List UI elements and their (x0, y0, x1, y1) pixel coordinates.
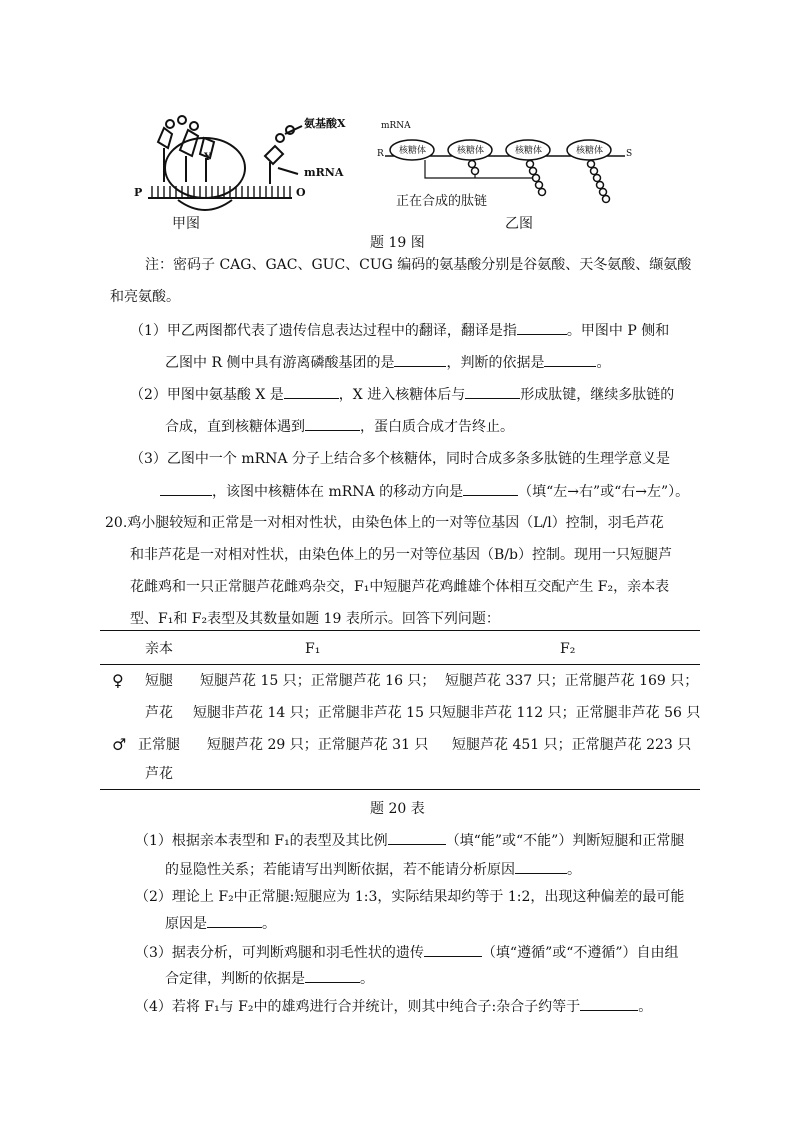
label-o: O (296, 186, 306, 199)
note-line-2: 和亮氨酸。 (110, 289, 180, 305)
table-header-f2: F₂ (560, 641, 576, 657)
answer-blank[interactable] (515, 859, 567, 874)
q19-2-line-1: （2）甲图中氨基酸 X 是 ，X 进入核糖体后与 形成肽键，继续多肽链的 (130, 384, 674, 405)
table-header-parent: 亲本 (145, 641, 173, 657)
q20-intro-1: 20.鸡小腿较短和正常是一对相对性状，由染色体上的一对等位基因（L/l）控制，羽毛芦花 (105, 515, 664, 531)
q19-3-line-2: ，该图中核糖体在 mRNA 的移动方向是 （填“左→右”或“右→左”）。 (160, 481, 689, 502)
table-bottom-rule (100, 789, 700, 790)
answer-blank[interactable] (517, 320, 567, 335)
ribosome-label-2: 核糖体 (457, 146, 485, 156)
table-cell: 短腿芦花 29 只；正常腿芦花 31 只 (207, 737, 429, 753)
table-cell: 短腿 (145, 673, 173, 689)
label-p: P (134, 186, 143, 199)
answer-blank[interactable] (207, 913, 262, 928)
table-cell: 芦花 (145, 705, 173, 721)
male-symbol: ♂ (112, 735, 127, 754)
q19-1-line-2: 乙图中 R 侧中具有游离磷酸基团的是 ，判断的依据是 。 (165, 352, 610, 373)
ribosome-label-4: 核糖体 (576, 146, 604, 156)
table-cell: 短腿芦花 15 只；正常腿芦花 16 只； (200, 673, 436, 689)
note-line-1: 注：密码子 CAG、GAC、GUC、CUG 编码的氨基酸分别是谷氨酸、天冬氨酸、缬氨酸 (145, 257, 692, 273)
ribosome-label-1: 核糖体 (399, 146, 427, 156)
female-symbol: ♀ (112, 671, 124, 690)
table-cell: 短腿芦花 337 只；正常腿芦花 169 只； (445, 673, 699, 689)
answer-blank[interactable] (463, 481, 518, 496)
table-header-rule (100, 664, 700, 665)
answer-blank[interactable] (305, 416, 360, 431)
answer-blank[interactable] (465, 384, 520, 399)
label-peptide: 正在合成的肽链 (396, 194, 488, 209)
q20-intro-4: 型、F₁和 F₂表型及其数量如题 19 表所示。回答下列问题： (130, 611, 500, 627)
label-amino-acid-x: 氨基酸X (304, 117, 346, 130)
answer-blank[interactable] (284, 384, 339, 399)
q20-intro-3: 花雌鸡和一只正常腿芦花雌鸡杂交，F₁中短腿芦花鸡雌雄个体相互交配产生 F₂，亲本表 (130, 579, 670, 595)
q20-2-line-1: （2）理论上 F₂中正常腿:短腿应为 1:3，实际结果却约等于 1:2，出现这种偏差的最可能 (135, 889, 685, 905)
answer-blank[interactable] (580, 996, 638, 1011)
caption-yi: 乙图 (505, 216, 533, 232)
table-caption: 题 20 表 (370, 801, 425, 817)
answer-blank[interactable] (160, 481, 212, 496)
label-y: Y (204, 152, 212, 163)
answer-blank[interactable] (424, 942, 482, 957)
q20-3-line-2: 合定律，判断的依据是 。 (165, 968, 374, 989)
table-header-f1: F₁ (305, 641, 321, 657)
q19-1-line-1: （1）甲乙两图都代表了遗传信息表达过程中的翻译，翻译是指 。甲图中 P 侧和 (130, 320, 669, 341)
q20-1-line-1: （1）根据亲本表型和 F₁的表型及其比例 （填“能”或“不能”）判断短腿和正常腿 (135, 830, 684, 851)
table-cell: 短腿非芦花 14 只；正常腿非芦花 15 只 (193, 705, 443, 721)
caption-jia: 甲图 (172, 216, 200, 232)
table-cell: 短腿芦花 451 只；正常腿芦花 223 只 (452, 737, 692, 753)
ribosome-label-3: 核糖体 (515, 146, 543, 156)
q20-3-line-1: （3）据表分析，可判断鸡腿和羽毛性状的遗传 （填“遵循”或“不遵循”）自由组 (135, 942, 679, 963)
answer-blank[interactable] (305, 968, 360, 983)
table-top-rule (100, 630, 700, 631)
q19-2-line-2: 合成，直到核糖体遇到 ，蛋白质合成才告终止。 (165, 416, 514, 437)
answer-blank[interactable] (388, 830, 446, 845)
q20-1-line-2: 的显隐性关系；若能请写出判断依据，若不能请分析原因 。 (165, 859, 581, 880)
answer-blank[interactable] (394, 352, 446, 367)
label-mrna-yi: mRNA (381, 121, 411, 131)
q20-4-line-1: （4）若将 F₁与 F₂中的雄鸡进行合并统计，则其中纯合子:杂合子约等于 。 (135, 996, 652, 1017)
q20-intro-2: 和非芦花是一对相对性状，由染色体上的另一对等位基因（B/b）控制。现用一只短腿芦 (130, 547, 672, 563)
answer-blank[interactable] (544, 352, 596, 367)
table-cell: 短腿非芦花 112 只；正常腿非芦花 56 只 (442, 705, 701, 721)
figure-19 (120, 112, 640, 252)
label-s: S (626, 149, 633, 159)
figure-title: 题 19 图 (370, 235, 425, 251)
label-mrna-jia: mRNA (304, 166, 344, 179)
label-r: R (377, 149, 384, 159)
q20-2-line-2: 原因是 。 (165, 913, 276, 934)
table-cell: 正常腿 (138, 737, 180, 753)
q19-3-line-1: （3）乙图中一个 mRNA 分子上结合多个核糖体，同时合成多条多肽链的生理学意义是 (130, 451, 670, 467)
table-cell: 芦花 (145, 766, 173, 782)
